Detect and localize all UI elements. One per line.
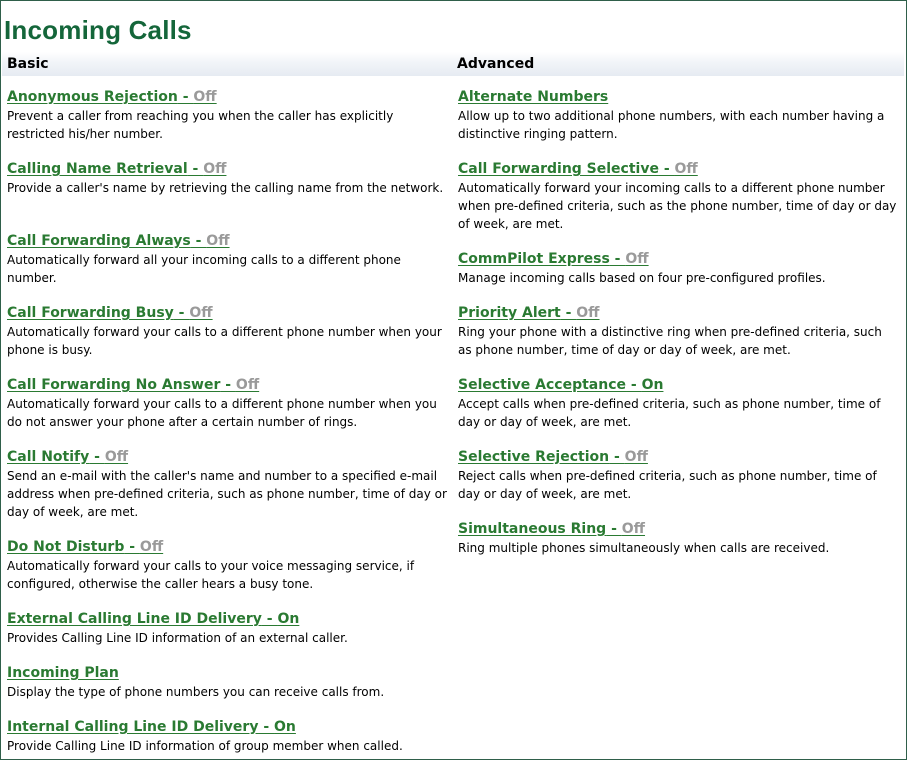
service-item (458, 158, 898, 248)
service-item (458, 302, 898, 374)
service-link-call-forwarding-busy[interactable]: Call Forwarding Busy - Off (7, 305, 213, 321)
service-description: Automatically forward your calls to a different phone number when you do not answer your phone after a certain number of rings. (7, 397, 437, 429)
service-item (7, 446, 447, 536)
service-status: Off (625, 251, 649, 267)
service-link-do-not-disturb[interactable]: Do Not Disturb - Off (7, 539, 164, 555)
service-description: Automatically forward your incoming calls to a different phone number when pre-defined criteria, such as the phone number, time of day or day of week, are met. (458, 181, 897, 231)
service-description: Allow up to two additional phone numbers, with each number having a distinctive ringing pattern. (458, 109, 885, 141)
service-item (7, 374, 447, 446)
service-status: Off (189, 305, 213, 321)
status-separator: - (560, 305, 577, 321)
service-link-selective-acceptance[interactable]: Selective Acceptance - On (458, 377, 664, 393)
service-description: Ring multiple phones simultaneously when calls are received. (458, 541, 830, 555)
service-item (458, 86, 898, 158)
status-separator: - (658, 161, 675, 177)
status-separator: - (187, 161, 204, 177)
service-description: Manage incoming calls based on four pre-configured profiles. (458, 271, 826, 285)
service-description: Provides Calling Line ID information of an external caller. (7, 631, 348, 645)
service-description: Prevent a caller from reaching you when the caller has explicitly restricted his/her number. (7, 109, 394, 141)
status-separator: - (609, 449, 625, 465)
page-title: Incoming Calls (4, 15, 192, 45)
service-status: Off (203, 161, 227, 177)
service-item (7, 230, 447, 302)
service-link-selective-rejection[interactable]: Selective Rejection - Off (458, 449, 648, 465)
service-status: On (274, 719, 296, 735)
service-item (7, 302, 447, 374)
service-item (7, 662, 447, 716)
service-description: Provide a caller's name by retrieving the calling name from the network. (7, 181, 444, 195)
service-status: Off (624, 449, 648, 465)
service-item (7, 608, 447, 662)
service-status: Off (139, 539, 164, 555)
service-link-call-notify[interactable]: Call Notify - Off (7, 449, 129, 465)
status-separator: - (258, 719, 275, 735)
service-item (7, 716, 447, 770)
service-link-anonymous-rejection[interactable]: Anonymous Rejection - Off (7, 89, 217, 105)
service-item (458, 248, 898, 302)
service-item (7, 158, 447, 230)
basic-services-list (7, 86, 447, 770)
service-status: Off (235, 377, 260, 393)
service-description: Ring your phone with a distinctive ring when pre-defined criteria, such as phone number, time of day or day of week, are met. (458, 325, 882, 357)
service-link-calling-name-retrieval[interactable]: Calling Name Retrieval - Off (7, 161, 227, 177)
service-link-simultaneous-ring[interactable]: Simultaneous Ring - Off (458, 521, 646, 537)
service-description: Accept calls when pre-defined criteria, such as phone number, time of day or day of week, are met. (458, 397, 881, 429)
service-link-internal-calling-line-id-delivery[interactable]: Internal Calling Line ID Delivery - On (7, 719, 296, 735)
service-status: Off (104, 449, 129, 465)
service-status: Off (193, 89, 217, 105)
service-status: Off (674, 161, 698, 177)
status-separator: - (606, 521, 622, 537)
service-description: Automatically forward your calls to your voice messaging service, if configured, otherwise the caller hears a busy tone. (7, 559, 415, 591)
status-separator: - (261, 611, 278, 627)
service-item (458, 446, 898, 518)
service-item (458, 518, 898, 572)
service-status: Off (206, 233, 230, 249)
status-separator: - (190, 233, 207, 249)
service-item (7, 86, 447, 158)
advanced-services-list (458, 86, 898, 572)
column-header-bar (2, 52, 904, 76)
basic-column-header: Basic (7, 56, 49, 72)
service-link-priority-alert[interactable]: Priority Alert - Off (458, 305, 600, 321)
service-link-alternate-numbers[interactable]: Alternate Numbers (458, 89, 609, 105)
status-separator: - (626, 377, 642, 393)
advanced-column-header: Advanced (457, 56, 535, 72)
service-link-incoming-plan[interactable]: Incoming Plan (7, 665, 119, 681)
status-separator: - (173, 305, 190, 321)
service-item (7, 536, 447, 608)
service-description: Provide Calling Line ID information of group member when called. (7, 739, 403, 753)
status-separator: - (609, 251, 626, 267)
service-description: Display the type of phone numbers you can receive calls from. (7, 685, 385, 699)
service-status: On (641, 377, 664, 393)
service-link-call-forwarding-selective[interactable]: Call Forwarding Selective - Off (458, 161, 698, 177)
service-status: On (277, 611, 300, 627)
service-link-external-calling-line-id-delivery[interactable]: External Calling Line ID Delivery - On (7, 611, 300, 627)
service-description: Automatically forward all your incoming calls to a different phone number. (7, 253, 401, 285)
service-status: Off (576, 305, 600, 321)
status-separator: - (220, 377, 236, 393)
status-separator: - (177, 89, 194, 105)
service-item (458, 374, 898, 446)
status-separator: - (124, 539, 140, 555)
service-link-commpilot-express[interactable]: CommPilot Express - Off (458, 251, 649, 267)
service-link-call-forwarding-no-answer[interactable]: Call Forwarding No Answer - Off (7, 377, 260, 393)
service-link-call-forwarding-always[interactable]: Call Forwarding Always - Off (7, 233, 230, 249)
service-description: Reject calls when pre-defined criteria, such as phone number, time of day or day of week, are met. (458, 469, 877, 501)
service-status: Off (621, 521, 646, 537)
status-separator: - (89, 449, 105, 465)
service-description: Automatically forward your calls to a different phone number when your phone is busy. (7, 325, 442, 357)
service-description: Send an e-mail with the caller's name and number to a specified e-mail address when pre-defined criteria, such as phone number, time of day or day of week, are met. (7, 469, 447, 519)
